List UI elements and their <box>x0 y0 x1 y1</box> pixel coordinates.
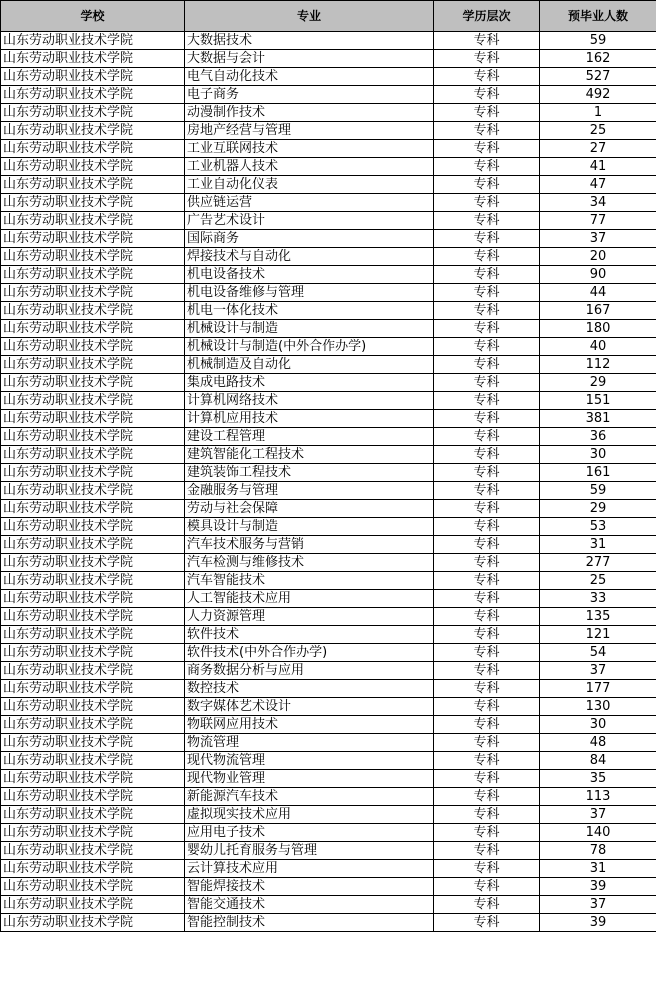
cell-major: 机电一体化技术 <box>185 302 434 320</box>
cell-level: 专科 <box>434 194 540 212</box>
cell-level: 专科 <box>434 518 540 536</box>
table-row <box>1 482 656 500</box>
cell-level: 专科 <box>434 626 540 644</box>
cell-school: 山东劳动职业技术学院 <box>1 626 185 644</box>
cell-count: 113 <box>540 788 656 806</box>
cell-count: 112 <box>540 356 656 374</box>
table-row <box>1 50 656 68</box>
table-row <box>1 770 656 788</box>
cell-level: 专科 <box>434 878 540 896</box>
cell-count: 161 <box>540 464 656 482</box>
cell-school: 山东劳动职业技术学院 <box>1 572 185 590</box>
cell-level: 专科 <box>434 896 540 914</box>
cell-major: 机械设计与制造 <box>185 320 434 338</box>
table-body <box>1 32 656 932</box>
table-row <box>1 374 656 392</box>
cell-level: 专科 <box>434 428 540 446</box>
cell-major: 建筑智能化工程技术 <box>185 446 434 464</box>
cell-major: 数控技术 <box>185 680 434 698</box>
cell-school: 山东劳动职业技术学院 <box>1 356 185 374</box>
cell-major: 机械设计与制造(中外合作办学) <box>185 338 434 356</box>
cell-school: 山东劳动职业技术学院 <box>1 716 185 734</box>
cell-count: 1 <box>540 104 656 122</box>
table-row <box>1 572 656 590</box>
cell-level: 专科 <box>434 356 540 374</box>
cell-level: 专科 <box>434 662 540 680</box>
table-row <box>1 446 656 464</box>
cell-count: 30 <box>540 716 656 734</box>
cell-level: 专科 <box>434 248 540 266</box>
cell-count: 78 <box>540 842 656 860</box>
cell-level: 专科 <box>434 122 540 140</box>
cell-school: 山东劳动职业技术学院 <box>1 392 185 410</box>
cell-school: 山东劳动职业技术学院 <box>1 410 185 428</box>
cell-count: 29 <box>540 500 656 518</box>
cell-count: 33 <box>540 590 656 608</box>
cell-school: 山东劳动职业技术学院 <box>1 590 185 608</box>
table-row <box>1 248 656 266</box>
cell-count: 84 <box>540 752 656 770</box>
cell-count: 37 <box>540 230 656 248</box>
cell-level: 专科 <box>434 680 540 698</box>
cell-level: 专科 <box>434 158 540 176</box>
cell-level: 专科 <box>434 500 540 518</box>
cell-major: 软件技术 <box>185 626 434 644</box>
header-school: 学校 <box>1 1 185 32</box>
table-row <box>1 518 656 536</box>
cell-major: 大数据与会计 <box>185 50 434 68</box>
cell-level: 专科 <box>434 824 540 842</box>
cell-count: 130 <box>540 698 656 716</box>
cell-major: 婴幼儿托育服务与管理 <box>185 842 434 860</box>
cell-school: 山东劳动职业技术学院 <box>1 284 185 302</box>
cell-school: 山东劳动职业技术学院 <box>1 302 185 320</box>
cell-school: 山东劳动职业技术学院 <box>1 914 185 932</box>
cell-school: 山东劳动职业技术学院 <box>1 896 185 914</box>
cell-count: 381 <box>540 410 656 428</box>
cell-major: 工业机器人技术 <box>185 158 434 176</box>
cell-count: 167 <box>540 302 656 320</box>
cell-level: 专科 <box>434 914 540 932</box>
table-row <box>1 320 656 338</box>
cell-school: 山东劳动职业技术学院 <box>1 644 185 662</box>
cell-count: 59 <box>540 32 656 50</box>
cell-major: 虚拟现实技术应用 <box>185 806 434 824</box>
cell-level: 专科 <box>434 32 540 50</box>
cell-level: 专科 <box>434 536 540 554</box>
cell-level: 专科 <box>434 752 540 770</box>
cell-school: 山东劳动职业技术学院 <box>1 878 185 896</box>
cell-major: 计算机网络技术 <box>185 392 434 410</box>
cell-count: 151 <box>540 392 656 410</box>
table-row <box>1 734 656 752</box>
cell-school: 山东劳动职业技术学院 <box>1 482 185 500</box>
cell-count: 31 <box>540 860 656 878</box>
cell-major: 集成电路技术 <box>185 374 434 392</box>
cell-count: 77 <box>540 212 656 230</box>
header-level: 学历层次 <box>434 1 540 32</box>
cell-level: 专科 <box>434 590 540 608</box>
table-row <box>1 914 656 932</box>
table-row <box>1 140 656 158</box>
cell-major: 劳动与社会保障 <box>185 500 434 518</box>
cell-school: 山东劳动职业技术学院 <box>1 734 185 752</box>
table-row <box>1 230 656 248</box>
cell-count: 140 <box>540 824 656 842</box>
cell-count: 39 <box>540 914 656 932</box>
cell-count: 44 <box>540 284 656 302</box>
cell-school: 山东劳动职业技术学院 <box>1 104 185 122</box>
cell-level: 专科 <box>434 176 540 194</box>
cell-count: 34 <box>540 194 656 212</box>
table-row <box>1 806 656 824</box>
cell-major: 工业自动化仪表 <box>185 176 434 194</box>
table-row <box>1 896 656 914</box>
cell-major: 智能控制技术 <box>185 914 434 932</box>
cell-count: 40 <box>540 338 656 356</box>
cell-major: 汽车智能技术 <box>185 572 434 590</box>
cell-count: 41 <box>540 158 656 176</box>
cell-school: 山东劳动职业技术学院 <box>1 662 185 680</box>
cell-major: 物流管理 <box>185 734 434 752</box>
cell-count: 59 <box>540 482 656 500</box>
table-row <box>1 824 656 842</box>
table-row <box>1 464 656 482</box>
cell-level: 专科 <box>434 842 540 860</box>
cell-school: 山东劳动职业技术学院 <box>1 266 185 284</box>
table-row <box>1 608 656 626</box>
cell-count: 35 <box>540 770 656 788</box>
cell-major: 房地产经营与管理 <box>185 122 434 140</box>
cell-school: 山东劳动职业技术学院 <box>1 158 185 176</box>
table-row <box>1 842 656 860</box>
cell-major: 广告艺术设计 <box>185 212 434 230</box>
table-row <box>1 32 656 50</box>
cell-school: 山东劳动职业技术学院 <box>1 176 185 194</box>
cell-school: 山东劳动职业技术学院 <box>1 32 185 50</box>
cell-count: 177 <box>540 680 656 698</box>
cell-major: 现代物流管理 <box>185 752 434 770</box>
cell-major: 电气自动化技术 <box>185 68 434 86</box>
header-count: 预毕业人数 <box>540 1 656 32</box>
table-row <box>1 410 656 428</box>
cell-count: 277 <box>540 554 656 572</box>
cell-major: 智能焊接技术 <box>185 878 434 896</box>
cell-count: 162 <box>540 50 656 68</box>
cell-school: 山东劳动职业技术学院 <box>1 50 185 68</box>
cell-major: 新能源汽车技术 <box>185 788 434 806</box>
cell-level: 专科 <box>434 482 540 500</box>
cell-level: 专科 <box>434 572 540 590</box>
cell-count: 25 <box>540 122 656 140</box>
cell-level: 专科 <box>434 716 540 734</box>
cell-school: 山东劳动职业技术学院 <box>1 194 185 212</box>
cell-level: 专科 <box>434 320 540 338</box>
table-row <box>1 716 656 734</box>
cell-major: 人工智能技术应用 <box>185 590 434 608</box>
cell-major: 大数据技术 <box>185 32 434 50</box>
table-row <box>1 626 656 644</box>
cell-count: 36 <box>540 428 656 446</box>
cell-count: 492 <box>540 86 656 104</box>
table-row <box>1 122 656 140</box>
table-row <box>1 302 656 320</box>
table-row <box>1 266 656 284</box>
cell-major: 应用电子技术 <box>185 824 434 842</box>
cell-level: 专科 <box>434 284 540 302</box>
table-row <box>1 536 656 554</box>
cell-major: 建筑装饰工程技术 <box>185 464 434 482</box>
cell-count: 27 <box>540 140 656 158</box>
table-row <box>1 68 656 86</box>
cell-level: 专科 <box>434 266 540 284</box>
cell-count: 47 <box>540 176 656 194</box>
cell-major: 机电设备维修与管理 <box>185 284 434 302</box>
cell-major: 软件技术(中外合作办学) <box>185 644 434 662</box>
cell-school: 山东劳动职业技术学院 <box>1 500 185 518</box>
cell-count: 135 <box>540 608 656 626</box>
table-row <box>1 158 656 176</box>
cell-count: 54 <box>540 644 656 662</box>
cell-level: 专科 <box>434 410 540 428</box>
cell-school: 山东劳动职业技术学院 <box>1 680 185 698</box>
cell-major: 机械制造及自动化 <box>185 356 434 374</box>
cell-school: 山东劳动职业技术学院 <box>1 554 185 572</box>
cell-major: 汽车检测与维修技术 <box>185 554 434 572</box>
cell-school: 山东劳动职业技术学院 <box>1 338 185 356</box>
cell-major: 云计算技术应用 <box>185 860 434 878</box>
cell-major: 模具设计与制造 <box>185 518 434 536</box>
cell-school: 山东劳动职业技术学院 <box>1 536 185 554</box>
table-row <box>1 356 656 374</box>
table-row <box>1 428 656 446</box>
cell-count: 48 <box>540 734 656 752</box>
cell-count: 31 <box>540 536 656 554</box>
cell-major: 机电设备技术 <box>185 266 434 284</box>
header-major: 专业 <box>185 1 434 32</box>
table-row <box>1 752 656 770</box>
cell-major: 供应链运营 <box>185 194 434 212</box>
cell-level: 专科 <box>434 212 540 230</box>
cell-school: 山东劳动职业技术学院 <box>1 446 185 464</box>
cell-major: 动漫制作技术 <box>185 104 434 122</box>
cell-school: 山东劳动职业技术学院 <box>1 842 185 860</box>
cell-school: 山东劳动职业技术学院 <box>1 320 185 338</box>
cell-level: 专科 <box>434 734 540 752</box>
cell-level: 专科 <box>434 464 540 482</box>
cell-count: 527 <box>540 68 656 86</box>
cell-school: 山东劳动职业技术学院 <box>1 770 185 788</box>
cell-count: 29 <box>540 374 656 392</box>
cell-school: 山东劳动职业技术学院 <box>1 698 185 716</box>
cell-level: 专科 <box>434 554 540 572</box>
table-row <box>1 104 656 122</box>
cell-count: 30 <box>540 446 656 464</box>
table-row <box>1 698 656 716</box>
cell-count: 90 <box>540 266 656 284</box>
table-row <box>1 284 656 302</box>
cell-school: 山东劳动职业技术学院 <box>1 374 185 392</box>
cell-major: 物联网应用技术 <box>185 716 434 734</box>
cell-level: 专科 <box>434 392 540 410</box>
cell-school: 山东劳动职业技术学院 <box>1 788 185 806</box>
cell-school: 山东劳动职业技术学院 <box>1 248 185 266</box>
cell-level: 专科 <box>434 302 540 320</box>
table-row <box>1 554 656 572</box>
cell-major: 智能交通技术 <box>185 896 434 914</box>
table-row <box>1 788 656 806</box>
cell-level: 专科 <box>434 140 540 158</box>
cell-school: 山东劳动职业技术学院 <box>1 824 185 842</box>
table-row <box>1 392 656 410</box>
cell-count: 25 <box>540 572 656 590</box>
cell-count: 37 <box>540 806 656 824</box>
cell-school: 山东劳动职业技术学院 <box>1 230 185 248</box>
cell-major: 国际商务 <box>185 230 434 248</box>
table-row <box>1 86 656 104</box>
cell-count: 39 <box>540 878 656 896</box>
cell-count: 37 <box>540 662 656 680</box>
cell-count: 53 <box>540 518 656 536</box>
cell-level: 专科 <box>434 770 540 788</box>
cell-major: 计算机应用技术 <box>185 410 434 428</box>
cell-school: 山东劳动职业技术学院 <box>1 806 185 824</box>
cell-level: 专科 <box>434 104 540 122</box>
table-row <box>1 212 656 230</box>
cell-count: 20 <box>540 248 656 266</box>
cell-level: 专科 <box>434 608 540 626</box>
cell-school: 山东劳动职业技术学院 <box>1 518 185 536</box>
table-row <box>1 176 656 194</box>
cell-level: 专科 <box>434 86 540 104</box>
table-row <box>1 194 656 212</box>
table-row <box>1 338 656 356</box>
table-row <box>1 590 656 608</box>
cell-school: 山东劳动职业技术学院 <box>1 68 185 86</box>
cell-major: 数字媒体艺术设计 <box>185 698 434 716</box>
cell-school: 山东劳动职业技术学院 <box>1 140 185 158</box>
cell-school: 山东劳动职业技术学院 <box>1 752 185 770</box>
cell-level: 专科 <box>434 68 540 86</box>
cell-major: 商务数据分析与应用 <box>185 662 434 680</box>
cell-major: 建设工程管理 <box>185 428 434 446</box>
cell-level: 专科 <box>434 374 540 392</box>
cell-count: 121 <box>540 626 656 644</box>
cell-school: 山东劳动职业技术学院 <box>1 122 185 140</box>
cell-level: 专科 <box>434 860 540 878</box>
cell-major: 焊接技术与自动化 <box>185 248 434 266</box>
header-row <box>1 1 656 32</box>
cell-level: 专科 <box>434 230 540 248</box>
cell-level: 专科 <box>434 788 540 806</box>
cell-level: 专科 <box>434 446 540 464</box>
cell-major: 金融服务与管理 <box>185 482 434 500</box>
cell-school: 山东劳动职业技术学院 <box>1 212 185 230</box>
cell-level: 专科 <box>434 338 540 356</box>
cell-school: 山东劳动职业技术学院 <box>1 428 185 446</box>
cell-count: 180 <box>540 320 656 338</box>
table-row <box>1 860 656 878</box>
cell-school: 山东劳动职业技术学院 <box>1 464 185 482</box>
cell-level: 专科 <box>434 698 540 716</box>
cell-major: 现代物业管理 <box>185 770 434 788</box>
table-row <box>1 662 656 680</box>
cell-level: 专科 <box>434 644 540 662</box>
table-row <box>1 878 656 896</box>
cell-major: 人力资源管理 <box>185 608 434 626</box>
table-row <box>1 500 656 518</box>
cell-count: 37 <box>540 896 656 914</box>
cell-level: 专科 <box>434 806 540 824</box>
cell-major: 电子商务 <box>185 86 434 104</box>
table-row <box>1 644 656 662</box>
cell-school: 山东劳动职业技术学院 <box>1 860 185 878</box>
cell-school: 山东劳动职业技术学院 <box>1 86 185 104</box>
cell-school: 山东劳动职业技术学院 <box>1 608 185 626</box>
cell-major: 工业互联网技术 <box>185 140 434 158</box>
cell-level: 专科 <box>434 50 540 68</box>
table-row <box>1 680 656 698</box>
cell-major: 汽车技术服务与营销 <box>185 536 434 554</box>
table-header <box>1 1 656 32</box>
